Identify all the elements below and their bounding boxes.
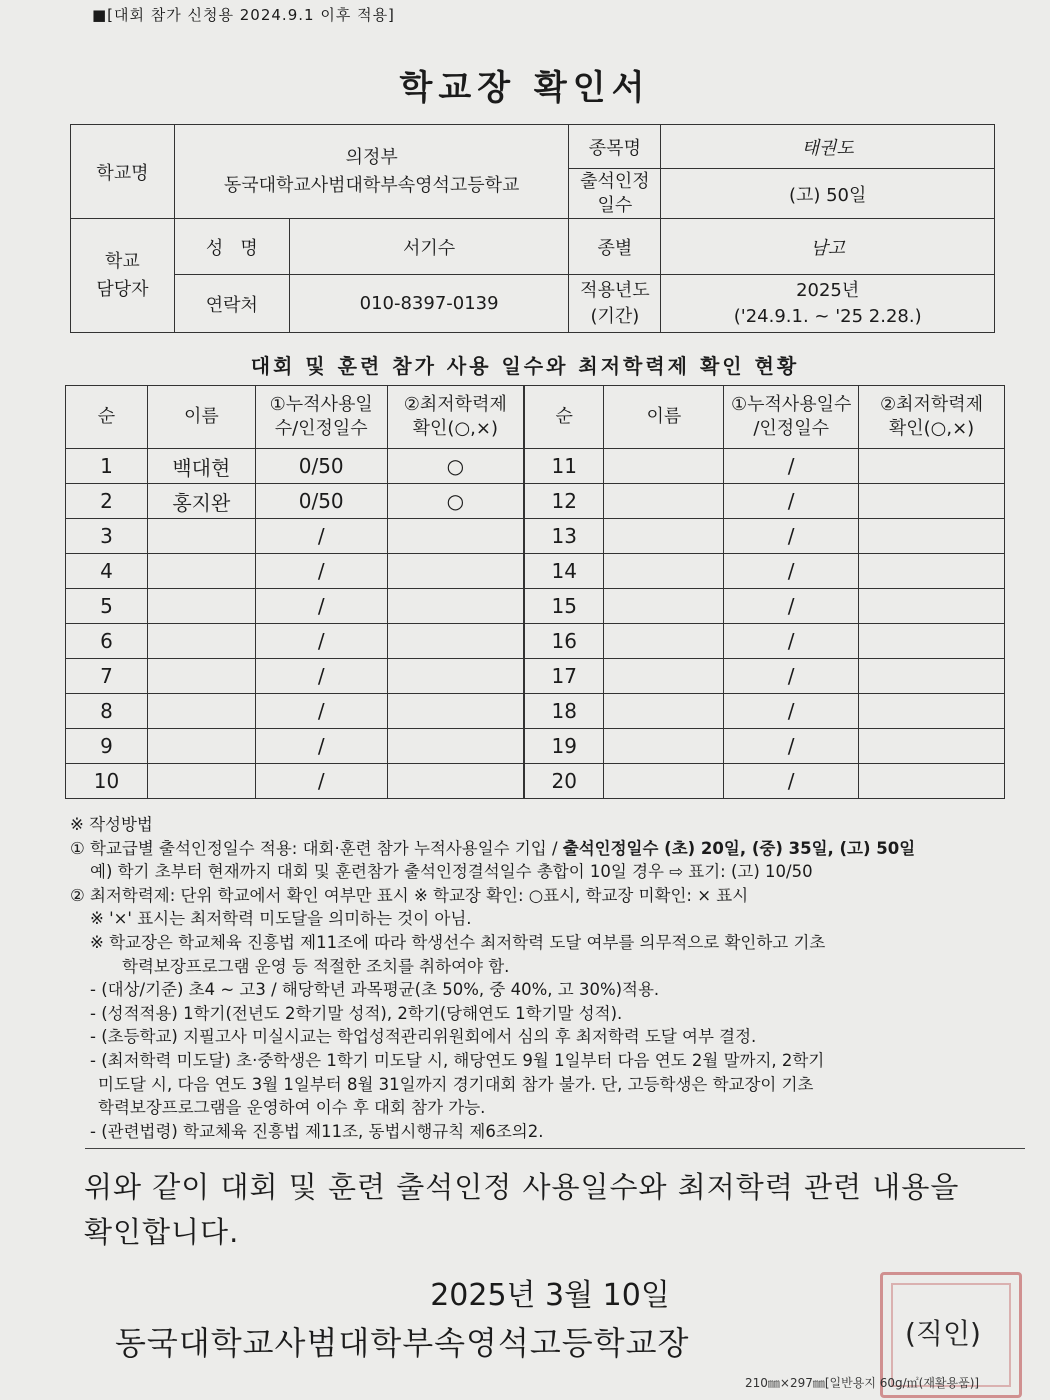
table-header-row bbox=[66, 386, 1005, 449]
cell-name-right bbox=[604, 554, 724, 589]
cell-no: 2 bbox=[66, 484, 148, 519]
cell-min: ○ bbox=[387, 484, 524, 519]
note-1-a: ① 학교급별 출석인정일수 적용: 대회·훈련 참가 누적사용일수 기입 / bbox=[70, 838, 563, 858]
cell-days: / bbox=[255, 694, 387, 729]
cell-name-right bbox=[604, 659, 724, 694]
cell-no: 1 bbox=[66, 449, 148, 484]
table-row bbox=[66, 554, 1005, 589]
year-label-1: 적용년도 bbox=[580, 279, 650, 301]
cell-days-right: / bbox=[724, 554, 859, 589]
cell-no-right: 19 bbox=[524, 729, 604, 764]
col-no-right: 순 bbox=[524, 386, 604, 449]
note-2-c: 학력보장프로그램 운영 등 적절한 조치를 취하여야 함. bbox=[122, 956, 510, 976]
col-min-right-line-2: 확인(○,×) bbox=[888, 418, 975, 439]
cell-name bbox=[147, 589, 255, 624]
cell-days: 0/50 bbox=[255, 449, 387, 484]
cell-name bbox=[147, 764, 255, 799]
col-min-line-2: 확인(○,×) bbox=[412, 418, 498, 439]
table-row bbox=[66, 624, 1005, 659]
table-row bbox=[66, 484, 1005, 519]
col-min-line-1: ②최저학력제 bbox=[403, 394, 507, 415]
cell-name: 홍지완 bbox=[147, 484, 255, 519]
cell-min-right bbox=[859, 659, 1005, 694]
cell-no-right: 12 bbox=[524, 484, 604, 519]
attend-value: (고) 50일 bbox=[661, 169, 995, 219]
note-1-example: 예) 학기 초부터 현재까지 대회 및 훈련참가 출석인정결석일수 총합이 10일 경우 ⇨ 표기: (고) 10/50 bbox=[90, 862, 813, 882]
col-days-right bbox=[724, 386, 859, 449]
confirm-line-1: 위와 같이 대회 및 훈련 출석인정 사용일수와 최저학력 관련 내용을 bbox=[84, 1170, 960, 1204]
cell-no: 10 bbox=[66, 764, 148, 799]
cell-days-right: / bbox=[724, 729, 859, 764]
principal-title: 동국대학교사범대학부속영석고등학교장 bbox=[115, 1324, 690, 1362]
cell-name-right bbox=[604, 589, 724, 624]
detail-4c: 학력보장프로그램을 운영하여 이수 후 대회 참가 가능. bbox=[98, 1098, 486, 1118]
cell-name-right bbox=[604, 449, 724, 484]
section-title: 대회 및 훈련 참가 사용 일수와 최저학력제 확인 현황 bbox=[250, 354, 800, 378]
cell-days-right: / bbox=[724, 624, 859, 659]
col-days bbox=[255, 386, 387, 449]
seal-mark: (직인) bbox=[905, 1317, 981, 1350]
table-row bbox=[66, 589, 1005, 624]
year-value bbox=[661, 275, 995, 333]
manager-label-1: 학교 bbox=[105, 250, 140, 272]
cell-name-right bbox=[604, 519, 724, 554]
cell-days: / bbox=[255, 729, 387, 764]
cell-name-right bbox=[604, 764, 724, 799]
cell-min-right bbox=[859, 554, 1005, 589]
cell-min-right bbox=[859, 729, 1005, 764]
col-name-right: 이름 bbox=[604, 386, 724, 449]
cell-min bbox=[387, 764, 524, 799]
col-name: 이름 bbox=[147, 386, 255, 449]
cell-no-right: 15 bbox=[524, 589, 604, 624]
confirm-line-2: 확인합니다. bbox=[84, 1215, 240, 1249]
sport-label: 종목명 bbox=[569, 125, 661, 169]
gender-value: 남고 bbox=[661, 219, 995, 275]
cell-min-right bbox=[859, 589, 1005, 624]
cell-days-right: / bbox=[724, 449, 859, 484]
cell-min-right bbox=[859, 694, 1005, 729]
note-2: ② 최저학력제: 단위 학교에서 확인 여부만 표시 ※ 학교장 확인: ○표시, 학교장 미확인: × 표시 bbox=[70, 885, 749, 905]
paper-spec: 210㎜×297㎜[일반용지 60g/㎡(재활용품)] bbox=[745, 1376, 980, 1390]
confirmation-text bbox=[84, 1165, 1014, 1255]
cell-min-right bbox=[859, 484, 1005, 519]
school-name bbox=[174, 125, 569, 219]
year-label-2: (기간) bbox=[590, 305, 640, 327]
cell-no-right: 16 bbox=[524, 624, 604, 659]
col-min bbox=[387, 386, 524, 449]
detail-5: - (관련법령) 학교체육 진흥법 제11조, 동법시행규칙 제6조의2. bbox=[90, 1121, 544, 1141]
cell-name-right bbox=[604, 624, 724, 659]
note-2-b: ※ 학교장은 학교체육 진흥법 제11조에 따라 학생선수 최저학력 도달 여부를 의무적으로 확인하고 기초 bbox=[90, 932, 826, 952]
school-label: 학교명 bbox=[71, 125, 175, 219]
cell-name: 백대현 bbox=[147, 449, 255, 484]
header-note: ■[대회 참가 신청용 2024.9.1 이후 적용] bbox=[92, 6, 395, 24]
note-2-a: ※ '×' 표시는 최저학력 미도달을 의미하는 것이 아님. bbox=[90, 909, 472, 929]
cell-min bbox=[387, 589, 524, 624]
cell-no-right: 13 bbox=[524, 519, 604, 554]
cell-name bbox=[147, 624, 255, 659]
cell-min-right bbox=[859, 449, 1005, 484]
school-line-1: 의정부 bbox=[345, 146, 398, 168]
cell-days: / bbox=[255, 554, 387, 589]
col-no: 순 bbox=[66, 386, 148, 449]
cell-days: / bbox=[255, 624, 387, 659]
cell-no: 7 bbox=[66, 659, 148, 694]
gender-label: 종별 bbox=[569, 219, 661, 275]
page-title: 학교장 확인서 bbox=[399, 68, 651, 108]
cell-name-right bbox=[604, 484, 724, 519]
contact-label: 연락처 bbox=[174, 275, 289, 333]
table-row bbox=[66, 659, 1005, 694]
cell-min: ○ bbox=[387, 449, 524, 484]
year-value-1: 2025년 bbox=[796, 279, 860, 301]
attend-label-1: 출석인정 bbox=[580, 170, 650, 192]
cell-no-right: 18 bbox=[524, 694, 604, 729]
col-days-right-line-2: /인정일수 bbox=[753, 418, 829, 439]
cell-days-right: / bbox=[724, 694, 859, 729]
detail-3: - (초등학교) 지필고사 미실시교는 학업성적관리위원회에서 심의 후 최저학력 도달 여부 결정. bbox=[90, 1027, 757, 1047]
cell-min-right bbox=[859, 624, 1005, 659]
cell-min-right bbox=[859, 764, 1005, 799]
cell-name bbox=[147, 729, 255, 764]
table-row bbox=[66, 519, 1005, 554]
manager-label bbox=[71, 219, 175, 333]
detail-4a: - (최저학력 미도달) 초·중학생은 1학기 미도달 시, 해당연도 9월 1일부터 다음 연도 2월 말까지, 2학기 bbox=[90, 1050, 825, 1070]
detail-2: - (성적적용) 1학기(전년도 2학기말 성적), 2학기(당해연도 1학기말 성적). bbox=[90, 1003, 623, 1023]
cell-days: / bbox=[255, 764, 387, 799]
attend-label bbox=[569, 169, 661, 219]
cell-days: / bbox=[255, 589, 387, 624]
year-value-2: ('24.9.1. ~ '25 2.28.) bbox=[733, 305, 922, 327]
year-label bbox=[569, 275, 661, 333]
table-row bbox=[66, 729, 1005, 764]
cell-no: 9 bbox=[66, 729, 148, 764]
instructions bbox=[70, 813, 1020, 1143]
detail-1: - (대상/기준) 초4 ~ 고3 / 해당학년 과목평균(초 50%, 중 40%, 고 30%)적용. bbox=[90, 980, 660, 1000]
cell-no-right: 11 bbox=[524, 449, 604, 484]
col-days-right-line-1: ①누적사용일수 bbox=[730, 394, 852, 415]
note-1-b: 출석인정일수 (초) 20일, (중) 35일, (고) 50일 bbox=[562, 838, 916, 858]
cell-no-right: 17 bbox=[524, 659, 604, 694]
cell-days: 0/50 bbox=[255, 484, 387, 519]
cell-min bbox=[387, 729, 524, 764]
col-min-right bbox=[859, 386, 1005, 449]
contact-value: 010-8397-0139 bbox=[289, 275, 569, 333]
cell-name-right bbox=[604, 729, 724, 764]
cell-min-right bbox=[859, 519, 1005, 554]
cell-days-right: / bbox=[724, 764, 859, 799]
cell-days: / bbox=[255, 519, 387, 554]
cell-min bbox=[387, 624, 524, 659]
cell-name bbox=[147, 694, 255, 729]
school-line-2: 동국대학교사범대학부속영석고등학교 bbox=[223, 174, 520, 196]
cell-days-right: / bbox=[724, 519, 859, 554]
cell-days-right: / bbox=[724, 659, 859, 694]
cell-days-right: / bbox=[724, 484, 859, 519]
cell-no: 4 bbox=[66, 554, 148, 589]
cell-min bbox=[387, 659, 524, 694]
cell-days-right: / bbox=[724, 589, 859, 624]
col-days-line-1: ①누적사용일 bbox=[269, 394, 373, 415]
col-days-line-2: 수/인정일수 bbox=[274, 418, 368, 439]
col-min-right-line-1: ②최저학력제 bbox=[880, 394, 984, 415]
table-row bbox=[66, 764, 1005, 799]
cell-min bbox=[387, 694, 524, 729]
cell-name bbox=[147, 554, 255, 589]
sport-value: 태권도 bbox=[661, 125, 995, 169]
attend-label-2: 일수 bbox=[597, 194, 633, 216]
cell-no: 5 bbox=[66, 589, 148, 624]
detail-4b: 미도달 시, 다음 연도 3월 1일부터 8월 31일까지 경기대회 참가 불가. 단, 고등학생은 학교장이 기초 bbox=[98, 1074, 814, 1094]
cell-no-right: 20 bbox=[524, 764, 604, 799]
cell-no: 8 bbox=[66, 694, 148, 729]
cell-min bbox=[387, 519, 524, 554]
cell-days: / bbox=[255, 659, 387, 694]
name-value: 서기수 bbox=[289, 219, 569, 275]
cell-no: 3 bbox=[66, 519, 148, 554]
participation-table bbox=[65, 385, 1005, 799]
table-row bbox=[66, 449, 1005, 484]
name-label: 성 명 bbox=[174, 219, 289, 275]
cell-no: 6 bbox=[66, 624, 148, 659]
info-table bbox=[70, 124, 995, 333]
cell-name bbox=[147, 519, 255, 554]
cell-min bbox=[387, 554, 524, 589]
manager-label-2: 담당자 bbox=[96, 278, 149, 300]
notes-heading: ※ 작성방법 bbox=[70, 815, 153, 834]
table-row bbox=[66, 694, 1005, 729]
note-1 bbox=[70, 837, 1020, 861]
cell-name-right bbox=[604, 694, 724, 729]
divider bbox=[85, 1148, 1025, 1149]
issue-date: 2025년 3월 10일 bbox=[430, 1278, 670, 1313]
cell-name bbox=[147, 659, 255, 694]
cell-no-right: 14 bbox=[524, 554, 604, 589]
